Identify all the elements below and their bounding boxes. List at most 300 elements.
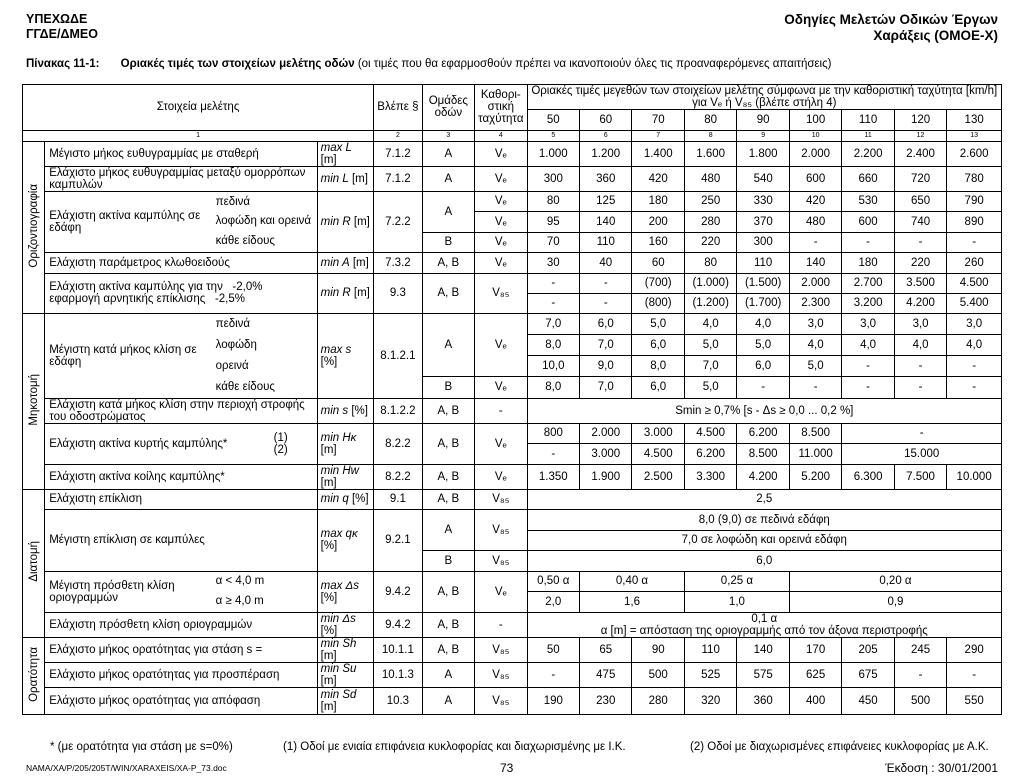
row-ref: 9.1 xyxy=(374,489,422,510)
value-cell: 40 xyxy=(580,253,632,274)
col-header-limits: Οριακές τιμές μεγεθών των στοιχείων μελέτης σύμφωνα με την καθοριστική ταχύτητα [km/h] για Vₑ ή V₈₅ (βλέπε στήλη 4) xyxy=(527,85,1001,110)
value-cell: - xyxy=(789,377,841,398)
row-group: B xyxy=(422,551,474,572)
column-number: 10 xyxy=(789,130,841,141)
value-cell: 7,0 xyxy=(527,313,579,334)
footer-file-path: NAMA/XA/P/205/205T/WIN/XARAXEIS/XA-P_73.doc xyxy=(26,763,227,773)
row-speed: V₈₅ xyxy=(475,551,527,572)
row-ref: 10.1.3 xyxy=(374,662,422,687)
row-symbol: max L [m] xyxy=(317,141,374,166)
column-number: 13 xyxy=(947,130,1002,141)
row-speed: Vₑ xyxy=(475,212,527,233)
page-number: 73 xyxy=(500,761,514,775)
value-cell: 50 xyxy=(527,637,579,662)
sub-label: ορεινά xyxy=(215,359,249,372)
row-speed: Vₑ xyxy=(475,313,527,377)
value-cell: 1.600 xyxy=(684,141,736,166)
value-cell: 7,0 xyxy=(580,377,632,398)
value-cell: 780 xyxy=(947,166,1002,191)
value-cell: 160 xyxy=(632,232,684,253)
row-label: Ελάχιστη ακτίνα κοίλης καμπύλης* xyxy=(45,464,317,489)
row-ref: 8.2.2 xyxy=(374,464,422,489)
value-cell: 2.700 3.200 xyxy=(842,273,894,313)
row-label: Ελάχιστο μήκος ορατότητας για απόφαση xyxy=(45,687,317,714)
row-symbol: min L [m] xyxy=(317,166,374,191)
row-group: B xyxy=(422,232,474,253)
row-ref: 9.2.1 xyxy=(374,510,422,572)
value-cell: 4,0 xyxy=(684,313,736,334)
row-label: Μέγιστη πρόσθετη κλίση οριογραμμών α < 4,0 m α ≥ 4,0 m xyxy=(45,571,317,612)
row-group: A xyxy=(422,662,474,687)
value-cell: 4,0 xyxy=(789,334,841,355)
value-cell: 500 xyxy=(632,662,684,687)
row-ref: 10.3 xyxy=(374,687,422,714)
span-value: - xyxy=(842,423,1002,444)
value-cell: 245 xyxy=(894,637,946,662)
value-cell: 320 xyxy=(684,687,736,714)
caption-label: Πίνακας 11-1: xyxy=(26,58,100,70)
span-value: 1,6 xyxy=(580,592,685,613)
row-speed: - xyxy=(475,612,527,637)
value-cell: 9,0 xyxy=(580,356,632,377)
value-cell: 10,0 xyxy=(527,356,579,377)
value-cell: 3,0 xyxy=(894,313,946,334)
row-group: A, B xyxy=(422,571,474,612)
value-cell: 200 xyxy=(632,212,684,233)
value-cell: 170 xyxy=(789,637,841,662)
row-group: A xyxy=(422,313,474,377)
value-cell: 2.200 xyxy=(842,141,894,166)
row-symbol: min R [m] xyxy=(317,273,374,313)
speed-header: 90 xyxy=(737,110,789,131)
row-speed: Vₑ xyxy=(475,423,527,464)
row-group: A xyxy=(422,141,474,166)
row-symbol: min Δs [%] xyxy=(317,612,374,637)
value-cell: - xyxy=(894,356,946,377)
value-cell: 5,0 xyxy=(632,313,684,334)
value-cell: 540 xyxy=(737,166,789,191)
col-header-speed: Καθορι-στική ταχύτητα xyxy=(475,85,527,131)
value-cell: 2.500 xyxy=(632,464,684,489)
footnote-star: * (με ορατότητα για στάση με s=0%) xyxy=(50,741,233,753)
caption-note: (οι τιμές που θα εφαρμοσθούν πρέπει να ικανοποιούν όλες τις προαναφερόμενες απαιτήσεις) xyxy=(357,58,832,70)
row-group: A, B xyxy=(422,273,474,313)
ministry-name: ΥΠΕΧΩΔΕ xyxy=(26,12,88,26)
value-cell: 4,0 xyxy=(894,334,946,355)
row-speed: Vₑ xyxy=(475,191,527,212)
value-cell: 6,0 xyxy=(737,356,789,377)
value-cell: 1.200 xyxy=(580,141,632,166)
span-value: 0,20 α xyxy=(789,571,1001,592)
row-label: Μέγιστη κατά μήκος κλίση σε εδάφη πεδινά λοφώδη ορεινά κάθε είδους xyxy=(45,313,317,398)
span-value: 0,25 α xyxy=(684,571,789,592)
span-value: 6,0 xyxy=(527,551,1001,572)
document-title: Οδηγίες Μελετών Οδικών Έργων xyxy=(784,12,998,27)
value-cell: - xyxy=(737,377,789,398)
row-group: A, B xyxy=(422,398,474,423)
value-cell: 205 xyxy=(842,637,894,662)
row-label: Μέγιστο μήκος ευθυγραμμίας με σταθερή xyxy=(45,141,317,166)
value-cell: 2.000 2.300 xyxy=(789,273,841,313)
value-cell: 600 xyxy=(789,166,841,191)
value-cell: 11.000 xyxy=(789,444,841,465)
row-label: Ελάχιστο μήκος ορατότητας για στάση s = xyxy=(45,637,317,662)
value-cell: 190 xyxy=(527,687,579,714)
row-symbol: min Sd [m] xyxy=(317,687,374,714)
value-cell: 1.350 xyxy=(527,464,579,489)
value-cell: - - xyxy=(580,273,632,313)
row-speed: V₈₅ xyxy=(475,273,527,313)
footnote-2: (2) Οδοί με διαχωρισμένες επιφάνειες κυκλοφορίας με Α.Κ. xyxy=(690,741,989,753)
column-number: 5 xyxy=(527,130,579,141)
span-value: 0,40 α xyxy=(580,571,685,592)
value-cell: 2.000 xyxy=(789,141,841,166)
row-group: A, B xyxy=(422,253,474,274)
value-cell: - xyxy=(842,377,894,398)
row-group: A, B xyxy=(422,637,474,662)
column-number: 4 xyxy=(475,130,527,141)
row-symbol: min Hw [m] xyxy=(317,464,374,489)
value-cell: 280 xyxy=(632,687,684,714)
row-ref: 7.1.2 xyxy=(374,166,422,191)
span-value: 8,0 (9,0) σε πεδινά εδάφη xyxy=(527,510,1001,531)
value-cell: 8,0 xyxy=(527,377,579,398)
value-cell: 95 xyxy=(527,212,579,233)
header-left xyxy=(26,12,98,42)
section-cross: Διατομή xyxy=(23,489,45,637)
value-cell: 140 xyxy=(580,212,632,233)
column-number: 6 xyxy=(580,130,632,141)
row-group: A xyxy=(422,510,474,551)
row-group: A, B xyxy=(422,489,474,510)
row-ref: 8.2.2 xyxy=(374,423,422,464)
value-cell: (1.000) (1.200) xyxy=(684,273,736,313)
column-number: 7 xyxy=(632,130,684,141)
table-caption xyxy=(26,58,832,70)
speed-header: 130 xyxy=(947,110,1002,131)
row-ref: 7.3.2 xyxy=(374,253,422,274)
value-cell: 8.500 xyxy=(789,423,841,444)
column-number: 11 xyxy=(842,130,894,141)
value-cell: 740 xyxy=(894,212,946,233)
row-speed: Vₑ xyxy=(475,232,527,253)
value-cell: 3.000 xyxy=(580,444,632,465)
sub-label: κάθε είδους xyxy=(215,234,275,247)
value-cell: 280 xyxy=(684,212,736,233)
value-cell: 90 xyxy=(632,637,684,662)
row-symbol: min q [%] xyxy=(317,489,374,510)
value-cell: 450 xyxy=(842,687,894,714)
span-value: Smin ≥ 0,7% [s - Δs ≥ 0,0 ... 0,2 %] xyxy=(527,398,1001,423)
value-cell: - xyxy=(842,232,894,253)
value-cell: - xyxy=(894,232,946,253)
value-cell: 480 xyxy=(684,166,736,191)
row-ref: 10.1.1 xyxy=(374,637,422,662)
span-value: 1,0 xyxy=(684,592,789,613)
speed-header: 80 xyxy=(684,110,736,131)
value-cell: 475 xyxy=(580,662,632,687)
column-number: 12 xyxy=(894,130,946,141)
row-symbol: min Sh [m] xyxy=(317,637,374,662)
row-label: Ελάχιστη ακτίνα καμπύλης για την -2,0% εφαρμογή αρνητικής επίκλισης -2,5% xyxy=(45,273,317,313)
value-cell: - xyxy=(947,377,1002,398)
value-cell: 140 xyxy=(789,253,841,274)
row-ref: 7.2.2 xyxy=(374,191,422,253)
value-cell: 250 xyxy=(684,191,736,212)
speed-header: 70 xyxy=(632,110,684,131)
column-number: 1 xyxy=(23,130,374,141)
value-cell: - xyxy=(789,232,841,253)
row-group: A xyxy=(422,687,474,714)
value-cell: 300 xyxy=(527,166,579,191)
column-number: 9 xyxy=(737,130,789,141)
row-speed: Vₑ xyxy=(475,377,527,398)
row-ref: 8.1.2.1 xyxy=(374,313,422,398)
span-value: 15.000 xyxy=(842,444,1002,465)
value-cell: - xyxy=(947,356,1002,377)
value-cell: 360 xyxy=(580,166,632,191)
value-cell: 2.400 xyxy=(894,141,946,166)
edition-date: Έκδοση : 30/01/2001 xyxy=(885,761,998,775)
value-cell: 790 xyxy=(947,191,1002,212)
row-label: Ελάχιστη ακτίνα κυρτής καμπύλης* (1) (2) xyxy=(45,423,317,464)
row-ref: 9.4.2 xyxy=(374,612,422,637)
value-cell: - xyxy=(947,662,1002,687)
value-cell: 600 xyxy=(842,212,894,233)
value-cell: 530 xyxy=(842,191,894,212)
value-cell: 2.000 xyxy=(580,423,632,444)
row-speed: - xyxy=(475,398,527,423)
value-cell: 3,0 xyxy=(947,313,1002,334)
row-label: Ελάχιστη πρόσθετη κλίση οριογραμμών xyxy=(45,612,317,637)
footnote-1: (1) Οδοί με ενιαία επιφάνεια κυκλοφορίας και διαχωρισμένης με Ι.Κ. xyxy=(283,741,626,753)
row-symbol: max s [%] xyxy=(317,313,374,398)
value-cell: 260 xyxy=(947,253,1002,274)
value-cell: 30 xyxy=(527,253,579,274)
value-cell: 890 xyxy=(947,212,1002,233)
row-ref: 7.1.2 xyxy=(374,141,422,166)
value-cell: 1.800 xyxy=(737,141,789,166)
value-cell: 420 xyxy=(632,166,684,191)
sub-label: πεδινά xyxy=(215,195,251,208)
row-symbol: min Hκ [m] xyxy=(317,423,374,464)
value-cell: 8,0 xyxy=(527,334,579,355)
value-cell: - xyxy=(894,377,946,398)
value-cell: 1.900 xyxy=(580,464,632,489)
sub-label: λοφώδη xyxy=(215,338,257,351)
row-speed: Vₑ xyxy=(475,253,527,274)
value-cell: 480 xyxy=(789,212,841,233)
speed-header: 110 xyxy=(842,110,894,131)
value-cell: 4,0 xyxy=(737,313,789,334)
column-numbers-row xyxy=(23,130,1002,141)
header-right xyxy=(784,12,998,44)
value-cell: 3.500 4.200 xyxy=(894,273,946,313)
value-cell: 10.000 xyxy=(947,464,1002,489)
value-cell: 6,0 xyxy=(632,377,684,398)
row-label: Ελάχιστο μήκος ορατότητας για προσπέραση xyxy=(45,662,317,687)
value-cell: 80 xyxy=(684,253,736,274)
row-group: A, B xyxy=(422,464,474,489)
value-cell: (700) (800) xyxy=(632,273,684,313)
value-cell: 125 xyxy=(580,191,632,212)
value-cell: 5,0 xyxy=(737,334,789,355)
section-plan: Οριζοντιογραφία xyxy=(23,141,45,313)
sub-label: λοφώδη και ορεινά xyxy=(215,215,312,227)
department-name: ΓΓΔΕ/ΔΜΕΟ xyxy=(26,27,98,41)
row-label: Ελάχιστο μήκος ευθυγραμμίας μεταξύ ομορρόπων καμπυλών xyxy=(45,166,317,191)
row-group: A, B xyxy=(422,612,474,637)
value-cell: 5,0 xyxy=(789,356,841,377)
span-value: 0,9 xyxy=(789,592,1001,613)
value-cell: 6,0 xyxy=(632,334,684,355)
row-speed: V₈₅ xyxy=(475,687,527,714)
column-number: 3 xyxy=(422,130,474,141)
row-speed: V₈₅ xyxy=(475,489,527,510)
value-cell: 140 xyxy=(737,637,789,662)
row-ref: 9.4.2 xyxy=(374,571,422,612)
speed-header: 50 xyxy=(527,110,579,131)
value-cell: (1.500) (1.700) xyxy=(737,273,789,313)
value-cell: 2.600 xyxy=(947,141,1002,166)
value-cell: 360 xyxy=(737,687,789,714)
document-subtitle: Χαράξεις (ΟΜΟΕ-Χ) xyxy=(873,28,998,43)
value-cell: 625 xyxy=(789,662,841,687)
row-label: Ελάχιστη επίκλιση xyxy=(45,489,317,510)
span-value: 0,50 α xyxy=(527,571,579,592)
value-cell: 180 xyxy=(842,253,894,274)
row-speed: Vₑ xyxy=(475,571,527,612)
value-cell: 110 xyxy=(580,232,632,253)
value-cell: 300 xyxy=(737,232,789,253)
value-cell: 4.200 xyxy=(737,464,789,489)
value-cell: 230 xyxy=(580,687,632,714)
value-cell: 7.500 xyxy=(894,464,946,489)
span-value: 7,0 σε λοφώδη και ορεινά εδάφη xyxy=(527,530,1001,551)
value-cell: 525 xyxy=(684,662,736,687)
row-ref: 9.3 xyxy=(374,273,422,313)
value-cell: 6,0 xyxy=(580,313,632,334)
value-cell: 4.500 5.400 xyxy=(947,273,1002,313)
value-cell: 3,0 xyxy=(842,313,894,334)
value-cell: 1.000 xyxy=(527,141,579,166)
value-cell: - - xyxy=(527,273,579,313)
col-header-section: Βλέπε § xyxy=(374,85,422,131)
column-number: 2 xyxy=(374,130,422,141)
row-speed: V₈₅ xyxy=(475,510,527,551)
row-symbol: max qκ [%] xyxy=(317,510,374,572)
span-value: 2,5 xyxy=(527,489,1001,510)
value-cell: 675 xyxy=(842,662,894,687)
value-cell: 500 xyxy=(894,687,946,714)
row-speed: Vₑ xyxy=(475,464,527,489)
row-label: Ελάχιστη παράμετρος κλωθοειδούς xyxy=(45,253,317,274)
value-cell: 6.200 xyxy=(737,423,789,444)
col-header-elements: Στοιχεία μελέτης xyxy=(23,85,374,131)
row-symbol: max Δs [%] xyxy=(317,571,374,612)
row-speed: Vₑ xyxy=(475,141,527,166)
sub-label: πεδινά xyxy=(215,317,251,330)
value-cell: 400 xyxy=(789,687,841,714)
span-value: 0,1 α α [m] = απόσταση της οριογραμμής από τον άξονα περιστροφής xyxy=(527,612,1001,637)
row-label: Ελάχιστη κατά μήκος κλίση στην περιοχή στροφής του οδοστρώματος xyxy=(45,398,317,423)
col-header-groups: Ομάδες οδών xyxy=(422,85,474,131)
value-cell: 5.200 xyxy=(789,464,841,489)
limits-table xyxy=(22,84,1002,715)
row-label: Ελάχιστη ακτίνα καμπύλης σε εδάφη πεδινά λοφώδη και ορεινά κάθε είδους xyxy=(45,191,317,253)
row-ref: 8.1.2.2 xyxy=(374,398,422,423)
value-cell: 220 xyxy=(894,253,946,274)
value-cell: 420 xyxy=(789,191,841,212)
value-cell: 3,0 xyxy=(789,313,841,334)
value-cell: 550 xyxy=(947,687,1002,714)
value-cell: 180 xyxy=(632,191,684,212)
value-cell: 110 xyxy=(684,637,736,662)
row-symbol: min A [m] xyxy=(317,253,374,274)
row-group: A xyxy=(422,166,474,191)
row-speed: Vₑ xyxy=(475,166,527,191)
value-cell: 660 xyxy=(842,166,894,191)
value-cell: 800 xyxy=(527,423,579,444)
sub-label: α < 4,0 m xyxy=(215,575,265,587)
value-cell: 3.300 xyxy=(684,464,736,489)
value-cell: - xyxy=(527,662,579,687)
value-cell: 6.200 xyxy=(684,444,736,465)
value-cell: - xyxy=(947,232,1002,253)
value-cell: 720 xyxy=(894,166,946,191)
value-cell: 60 xyxy=(632,253,684,274)
row-group: A xyxy=(422,191,474,232)
row-speed: V₈₅ xyxy=(475,637,527,662)
row-group: B xyxy=(422,377,474,398)
value-cell: 65 xyxy=(580,637,632,662)
value-cell: 8.500 xyxy=(737,444,789,465)
value-cell: 8,0 xyxy=(632,356,684,377)
value-cell: - xyxy=(527,444,579,465)
row-symbol: min R [m] xyxy=(317,191,374,253)
value-cell: 4,0 xyxy=(947,334,1002,355)
sub-label: α ≥ 4,0 m xyxy=(215,594,264,607)
value-cell: 650 xyxy=(894,191,946,212)
section-profile: Μηκοτομή xyxy=(23,313,45,489)
speed-header: 120 xyxy=(894,110,946,131)
row-label: Μέγιστη επίκλιση σε καμπύλες xyxy=(45,510,317,572)
value-cell: 80 xyxy=(527,191,579,212)
sub-label: κάθε είδους xyxy=(215,380,275,393)
value-cell: 4.500 xyxy=(632,444,684,465)
row-symbol: min Su [m] xyxy=(317,662,374,687)
value-cell: 370 xyxy=(737,212,789,233)
span-value: 2,0 xyxy=(527,592,579,613)
value-cell: 290 xyxy=(947,637,1002,662)
value-cell: 330 xyxy=(737,191,789,212)
row-symbol: min s [%] xyxy=(317,398,374,423)
column-number: 8 xyxy=(684,130,736,141)
section-sight: Ορατότητα xyxy=(23,637,45,714)
value-cell: 110 xyxy=(737,253,789,274)
speed-header: 60 xyxy=(580,110,632,131)
value-cell: 4,0 xyxy=(842,334,894,355)
value-cell: 5,0 xyxy=(684,334,736,355)
value-cell: 3.000 xyxy=(632,423,684,444)
value-cell: 575 xyxy=(737,662,789,687)
value-cell: 70 xyxy=(527,232,579,253)
value-cell: 220 xyxy=(684,232,736,253)
row-group: A, B xyxy=(422,423,474,464)
value-cell: 5,0 xyxy=(684,377,736,398)
value-cell: 4.500 xyxy=(684,423,736,444)
value-cell: 1.400 xyxy=(632,141,684,166)
